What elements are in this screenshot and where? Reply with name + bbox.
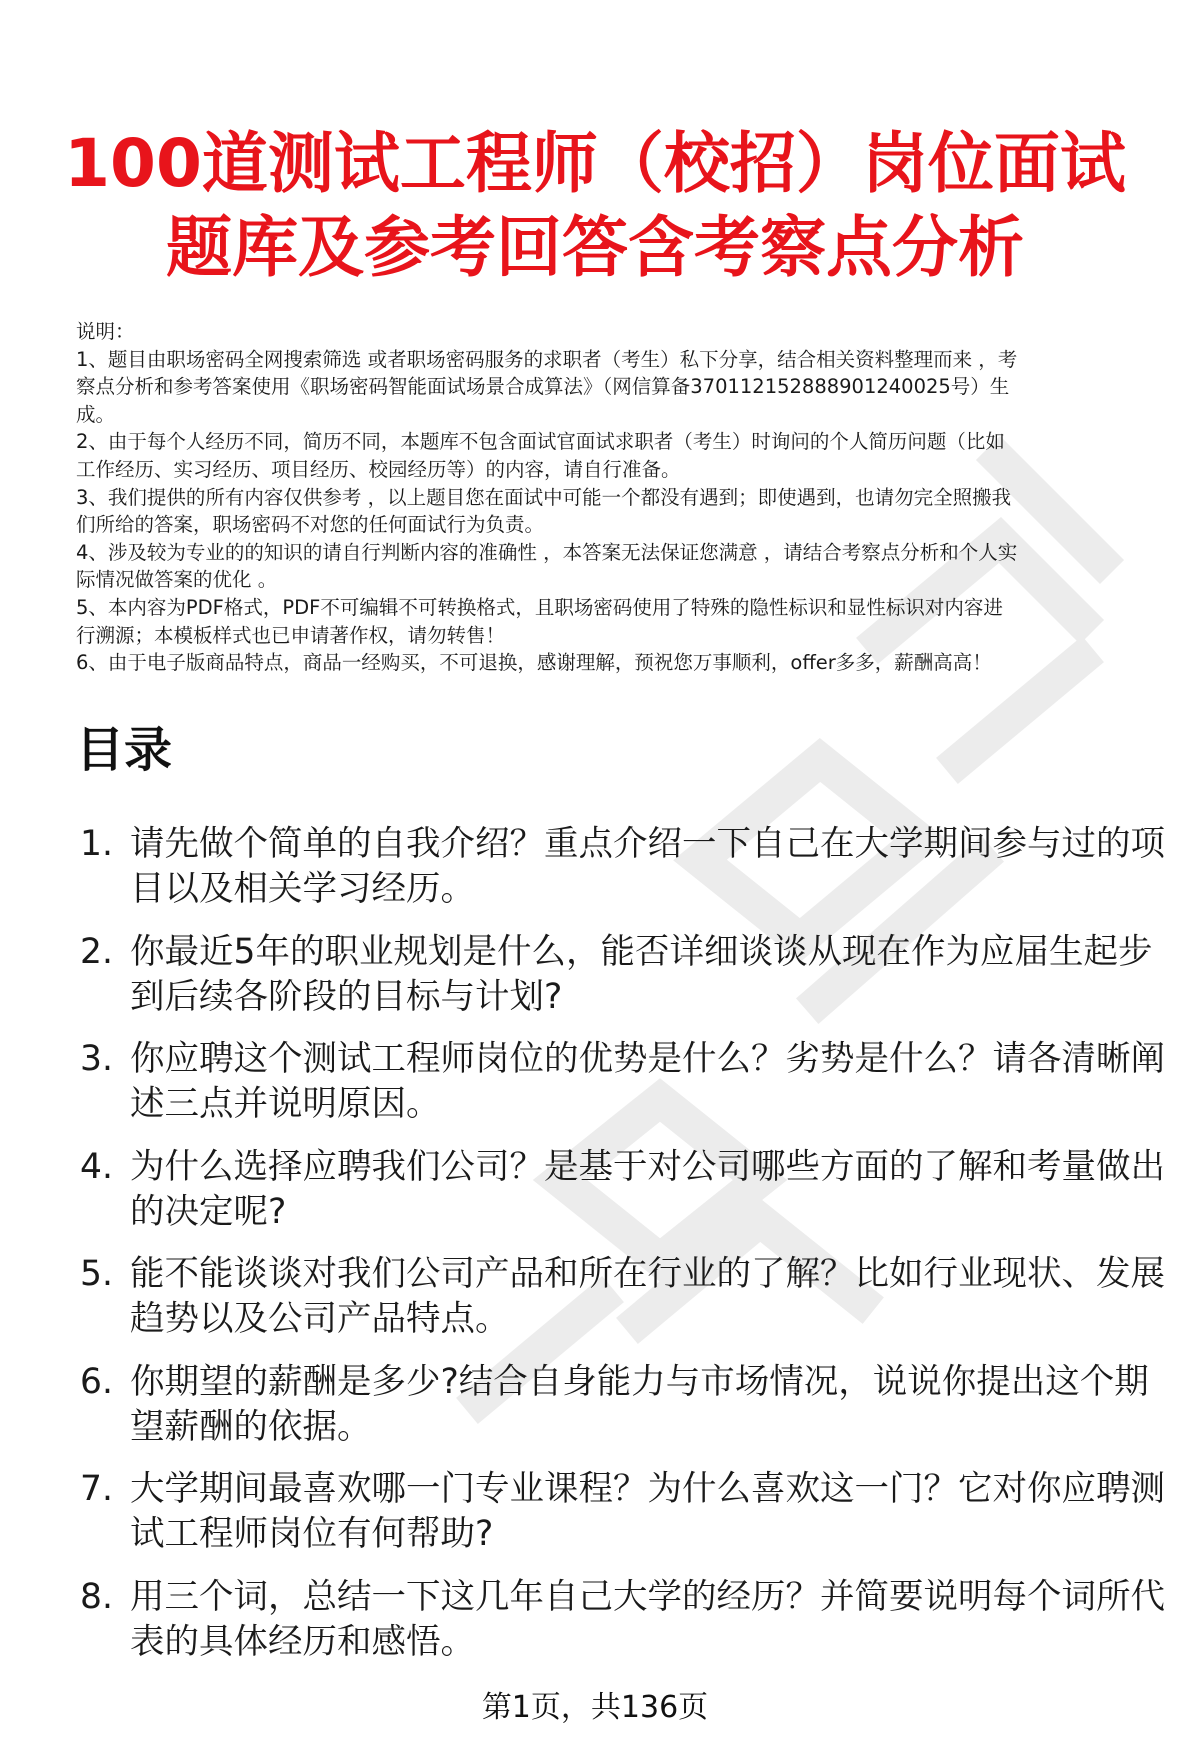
toc-item[interactable]: [76, 1252, 1166, 1342]
toc-heading: 目录: [76, 722, 173, 778]
instructions-line: 3、我们提供的所有内容仅供参考 ，以上题目您在面试中可能一个都没有遇到；即使遇到，也请勿完全照搬我: [76, 485, 1012, 509]
instructions-line: 5、本内容为PDF格式，PDF不可编辑不可转换格式，且职场密码使用了特殊的隐性标识和显性标识对内容进: [76, 595, 1003, 619]
toc-item-number: 7.: [80, 1469, 113, 1509]
toc-item[interactable]: [76, 1037, 1166, 1127]
instructions-line: 们所给的答案，职场密码不对您的任何面试行为负责。: [76, 513, 545, 537]
toc-list: [76, 822, 1166, 1682]
page-number-footer: 第1页，共136页: [481, 1690, 709, 1725]
toc-item[interactable]: [76, 1467, 1166, 1557]
toc-item-text: 请先做个简单的自我介绍？重点介绍一下自己在大学期间参与过的项目以及相关学习经历。: [130, 824, 1165, 909]
toc-item-number: 4.: [80, 1146, 113, 1187]
toc-item[interactable]: [76, 1575, 1166, 1665]
instructions-line: 1、题目由职场密码全网搜索筛选 或者职场密码服务的求职者（考生）私下分享，结合相关资料整理而来 ，考: [76, 347, 1018, 371]
toc-item-number: 5.: [80, 1254, 113, 1294]
toc-item-text: 你最近5年的职业规划是什么，能否详细谈谈从现在作为应届生起步到后续各阶段的目标与计划?: [130, 931, 1153, 1017]
instructions-line: 2、由于每个人经历不同，简历不同，本题库不包含面试官面试求职者（考生）时询问的个人简历问题（比如: [76, 430, 1005, 454]
toc-item-number: 6.: [80, 1361, 113, 1402]
toc-item[interactable]: [76, 930, 1166, 1020]
toc-item-number: 8.: [80, 1576, 113, 1617]
toc-item-text: 你应聘这个测试工程师岗位的优势是什么？劣势是什么？请各清晰阐述三点并说明原因。: [130, 1039, 1165, 1124]
toc-item-text: 能不能谈谈对我们公司产品和所在行业的了解？比如行业现状、发展趋势以及公司产品特点。: [130, 1254, 1165, 1339]
toc-item-text: 大学期间最喜欢哪一门专业课程？为什么喜欢这一门？它对你应聘测试工程师岗位有何帮助?: [130, 1469, 1165, 1554]
instructions-line: 6、由于电子版商品特点，商品一经购买，不可退换，感谢理解，预祝您万事顺利，offer多多，薪酬高高！: [76, 651, 992, 675]
instructions-line: 说明：: [76, 320, 135, 343]
instructions-line: 行溯源；本模板样式也已申请著作权，请勿转售！: [76, 623, 506, 647]
toc-item[interactable]: [76, 822, 1166, 912]
toc-item[interactable]: [76, 1145, 1166, 1235]
instructions-line: 察点分析和参考答案使用《职场密码智能面试场景合成算法》（网信算备370112152888901240025号）生: [76, 375, 1010, 399]
toc-item-text: 用三个词，总结一下这几年自己大学的经历？并简要说明每个词所代表的具体经历和感悟。: [130, 1576, 1165, 1662]
document-title-line-1: 100道测试工程师（校招）岗位面试: [64, 125, 1126, 202]
instructions-line: 工作经历、实习经历、项目经历、校园经历等）的内容，请自行准备。: [76, 457, 681, 481]
instructions-line: 4、涉及较为专业的的知识的请自行判断内容的准确性 ，本答案无法保证您满意 ，请结合考察点分析和个人实: [76, 540, 1018, 564]
toc-item[interactable]: [76, 1360, 1166, 1450]
toc-item-number: 1.: [80, 824, 113, 864]
toc-item-number: 3.: [80, 1039, 113, 1079]
toc-item-text: 为什么选择应聘我们公司？是基于对公司哪些方面的了解和考量做出的决定呢?: [130, 1146, 1165, 1232]
instructions-block: [76, 318, 1166, 677]
toc-item-text: 你期望的薪酬是多少?结合自身能力与市场情况，说说你提出这个期望薪酬的依据。: [130, 1361, 1149, 1447]
instructions-line: 成。: [76, 402, 116, 426]
document-title-line-2: 题库及参考回答含考察点分析: [166, 209, 1024, 286]
instructions-line: 际情况做答案的优化 。: [76, 568, 278, 592]
toc-item-number: 2.: [80, 931, 113, 972]
